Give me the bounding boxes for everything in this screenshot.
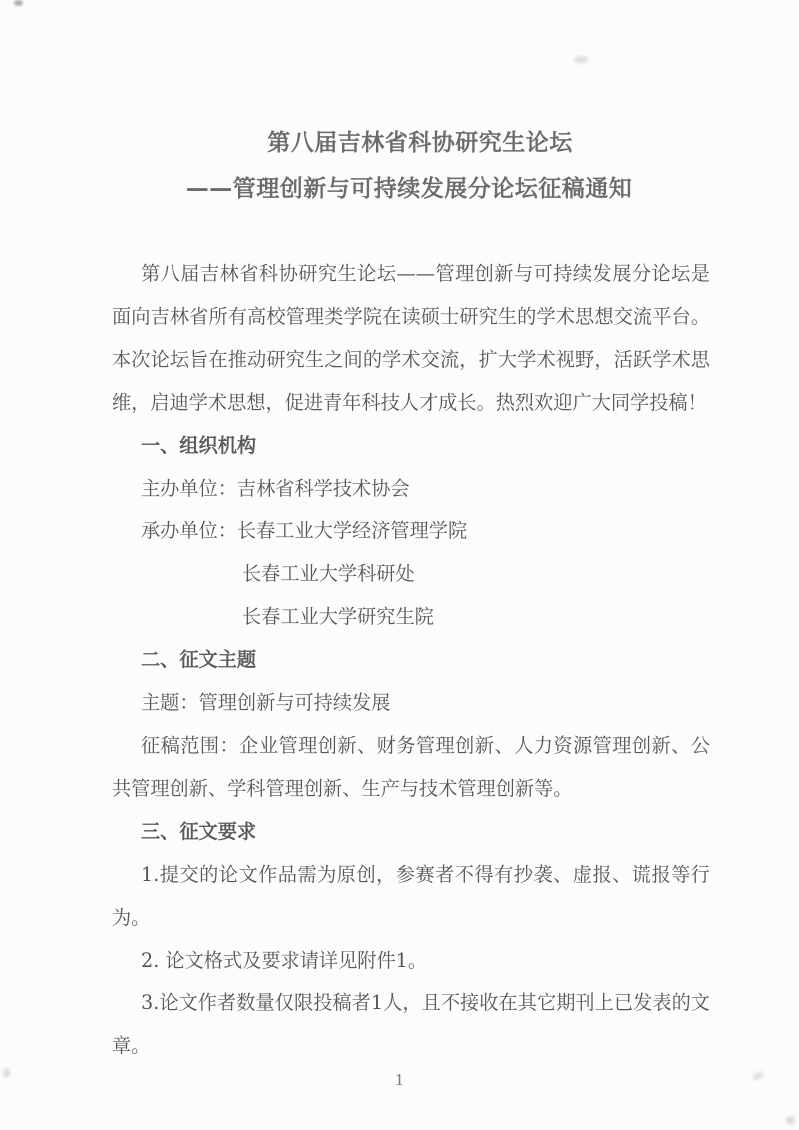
section-heading: 一、组织机构 (141, 433, 257, 457)
document-title-block (112, 120, 710, 212)
body-paragraph: 主题：管理创新与可持续发展 (141, 691, 391, 715)
page-number: 1 (394, 1071, 405, 1089)
section-heading: 二、征文主题 (141, 648, 257, 672)
body-paragraph: 3.论文作者数量仅限投稿者1人，且不接收在其它期刊上已发表的文章。 (112, 991, 710, 1058)
body-paragraph: 承办单位：长春工业大学经济管理学院 (141, 519, 468, 543)
body-paragraph: 第八届吉林省科协研究生论坛——管理创新与可持续发展分论坛是面向吉林省所有高校管理类学院在读硕士研究生的学术思想交流平台。本次论坛旨在推动研究生之间的学术交流，扩大学术视野，活跃学术思维，启迪学术思想，促进青年科技人才成长。热烈欢迎广大同学投稿！ (112, 262, 710, 414)
body-paragraph: 2. 论文格式及要求请详见附件1。 (141, 948, 428, 972)
scan-artifact (574, 56, 588, 63)
body-paragraph: 主办单位：吉林省科学技术协会 (141, 476, 410, 500)
body-paragraph: 长春工业大学科研处 (242, 562, 415, 586)
document-title: 第八届吉林省科协研究生论坛 (267, 130, 573, 156)
body-paragraph: 征稿范围：企业管理创新、财务管理创新、人力资源管理创新、公共管理创新、学科管理创新、生产与技术管理创新等。 (112, 733, 710, 800)
section-heading: 三、征文要求 (141, 819, 257, 843)
body-paragraph: 1.提交的论文作品需为原创，参赛者不得有抄袭、虚报、谎报等行为。 (112, 862, 710, 929)
document-body (112, 253, 710, 1068)
body-paragraph: 长春工业大学研究生院 (242, 605, 434, 629)
scan-artifact (14, 0, 23, 6)
scan-artifact (786, 1116, 795, 1125)
document-subtitle: ——管理创新与可持续发展分论坛征稿通知 (185, 176, 633, 202)
